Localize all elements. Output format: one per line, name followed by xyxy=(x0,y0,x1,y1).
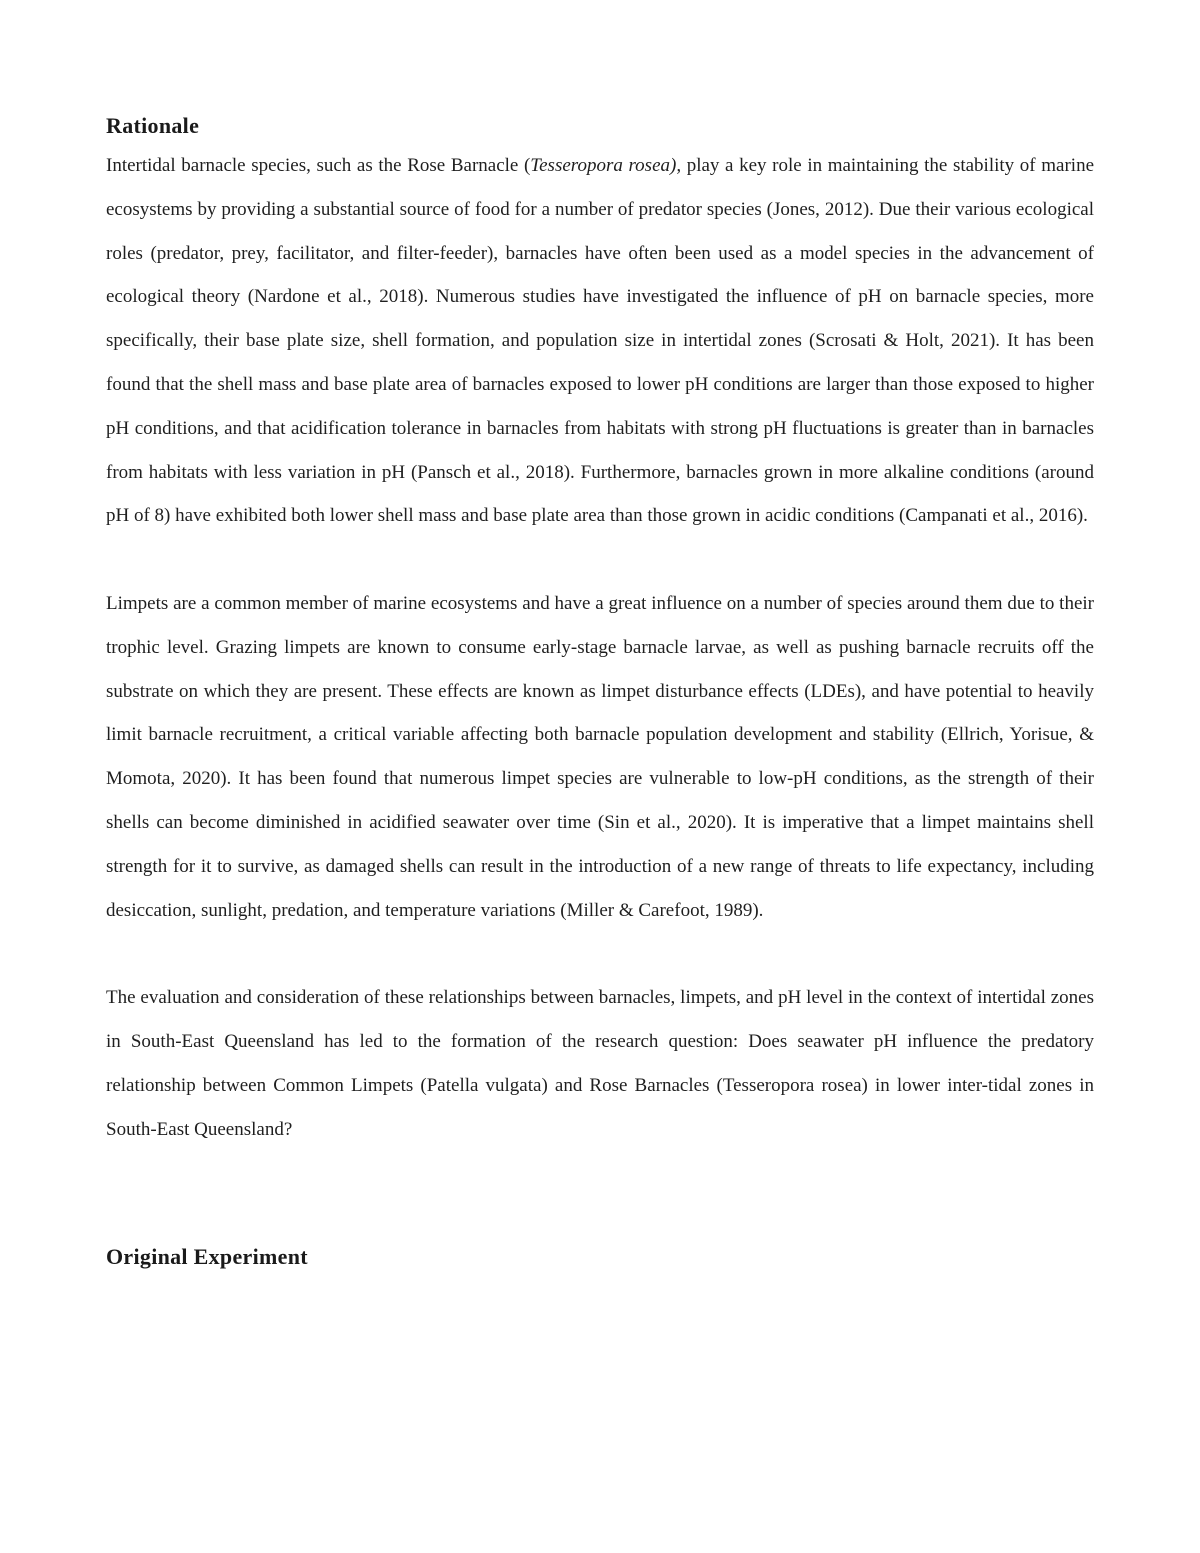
paragraph-barnacles-intro: Intertidal barnacle species, such as the Rose Barnacle ( xyxy=(106,155,531,176)
section-heading-original-experiment: Original Experiment xyxy=(106,1244,308,1270)
paragraph-spacer xyxy=(106,1151,1094,1195)
document-body xyxy=(106,108,1094,1275)
section-heading-rationale: Rationale xyxy=(106,113,200,138)
species-name-italic: Tesseropora rosea), xyxy=(530,155,682,176)
paragraph-spacer xyxy=(106,932,1094,976)
paragraph-barnacles xyxy=(106,144,1094,538)
paragraph-research-question: The evaluation and consideration of these relationships between barnacles, limpets, and pH level in the context of intertidal zones in South-East Queensland has led to the formation of the research question: Does seawater pH influence the predatory relationship between Common Limpets (Patella vulgata) and Rose Barnacles (Tesseropora rosea) in lower inter-tidal zones in South-East Queensland? xyxy=(106,987,1094,1140)
paragraph-barnacles-body: play a key role in maintaining the stability of marine ecosystems by providing a substantial source of food for a number of predator species (Jones, 2012). Due their various ecological roles (predator, prey, facilitator, and filter-feeder), barnacles have often been used as a model species in the advancement of ecological theory (Nardone et al., 2018). Numerous studies have investigated the influence of pH on barnacle species, more specifically, their base plate size, shell formation, and population size in intertidal zones (Scrosati & Holt, 2021). It has been found that the shell mass and base plate area of barnacles exposed to lower pH conditions are larger than those exposed to higher pH conditions, and that acidification tolerance in barnacles from habitats with strong pH fluctuations is greater than in barnacles from habitats with less variation in pH (Pansch et al., 2018). Furthermore, barnacles grown in more alkaline conditions (around pH of 8) have exhibited both lower shell mass and base plate area than those grown in acidic conditions (Campanati et al., 2016). xyxy=(106,155,1094,527)
paragraph-spacer xyxy=(106,538,1094,582)
paragraph-limpets: Limpets are a common member of marine ecosystems and have a great influence on a number of species around them due to their trophic level. Grazing limpets are known to consume early-stage barnacle larvae, as well as pushing barnacle recruits off the substrate on which they are present. These effects are known as limpet disturbance effects (LDEs), and have potential to heavily limit barnacle recruitment, a critical variable affecting both barnacle population development and stability (Ellrich, Yorisue, & Momota, 2020). It has been found that numerous limpet species are vulnerable to low-pH conditions, as the strength of their shells can become diminished in acidified seawater over time (Sin et al., 2020). It is imperative that a limpet maintains shell strength for it to survive, as damaged shells can result in the introduction of a new range of threats to life expectancy, including desiccation, sunlight, predation, and temperature variations (Miller & Carefoot, 1989). xyxy=(106,592,1094,921)
